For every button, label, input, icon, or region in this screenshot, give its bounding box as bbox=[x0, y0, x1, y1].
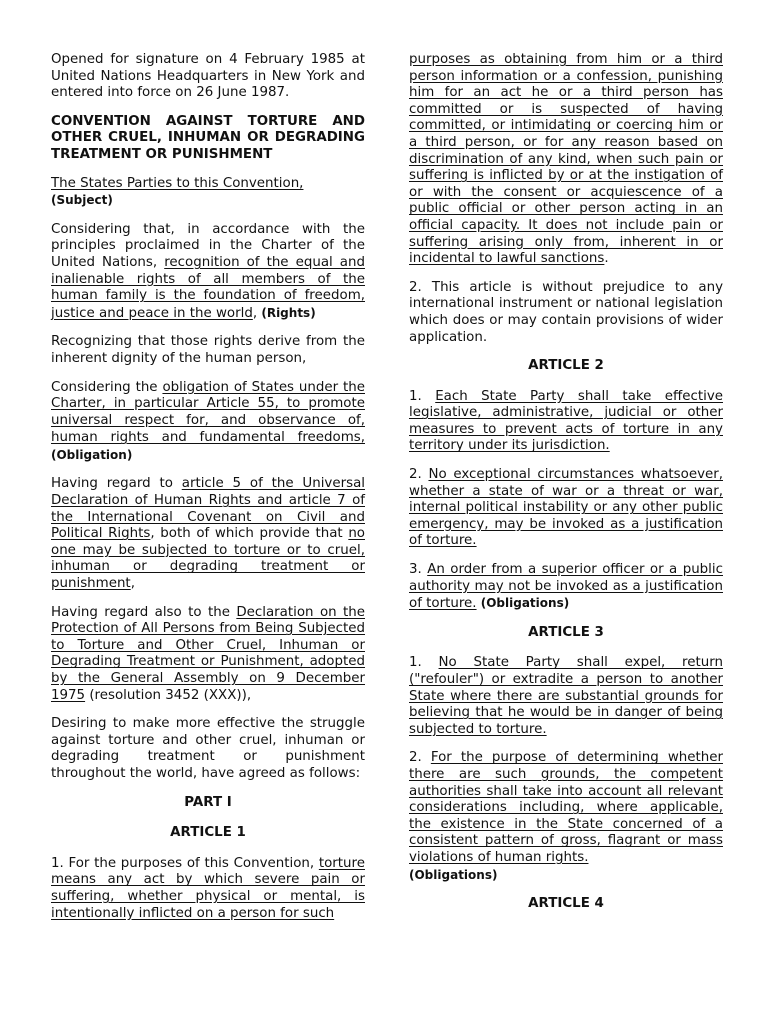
article-3-obligations-tag: (Obligations) bbox=[409, 867, 498, 882]
article-2-p1-text: Each State Party shall take effective legislative, administrative, judicial or other measures to prevent acts of torture in any territory under its jurisdiction. bbox=[409, 388, 723, 454]
article-1-heading: ARTICLE 1 bbox=[170, 825, 246, 841]
article-2-p3-text: An order from a superior officer or a public authority may not be invoked as a justification of torture. bbox=[409, 562, 723, 612]
article-3-p1-number: 1. bbox=[409, 655, 439, 671]
article-1-paragraph-2: 2. This article is without prejudice to any international instrument or national legislation which does or may contain provisions of wider application. bbox=[409, 279, 723, 345]
article-4-heading: ARTICLE 4 bbox=[528, 896, 604, 912]
article-2-p2-text: No exceptional circumstances whatsoever, whether a state of war or a threat or war, internal political instability or any other public emergency, may be invoked as a justification of torture. bbox=[409, 467, 723, 549]
regard-declaration-lead: Having regard also to the bbox=[51, 604, 237, 620]
article-3-tag-line bbox=[409, 867, 723, 885]
obligation-tag: (Obligation) bbox=[51, 447, 133, 462]
considering-obligation-paragraph bbox=[51, 380, 365, 465]
regard-declaration-paragraph bbox=[51, 605, 365, 705]
recognizing-paragraph: Recognizing that those rights derive from the inherent dignity of the human person, bbox=[51, 334, 365, 366]
article-2-paragraph-3 bbox=[409, 562, 723, 613]
article-2-paragraph-1 bbox=[409, 389, 723, 455]
article-2-p2-number: 2. bbox=[409, 467, 429, 483]
right-column bbox=[409, 52, 723, 927]
article-2-p3-number: 3. bbox=[409, 562, 428, 578]
article-3-paragraph-1 bbox=[409, 655, 723, 738]
article-2-heading: ARTICLE 2 bbox=[528, 358, 604, 374]
article-1-paragraph-1 bbox=[51, 856, 365, 922]
article-3-p1-text: No State Party shall expel, return ("refouler") or extradite a person to another State where there are substantial grounds for believing that he would be in danger of being subjected to torture. bbox=[409, 655, 723, 737]
states-parties-text: The States Parties to this Convention, bbox=[51, 175, 304, 191]
left-column bbox=[51, 52, 365, 934]
rights-tag: (Rights) bbox=[261, 305, 316, 320]
article-1-definition-start: torture means any act by which severe pain or suffering, whether physical or mental, is intentionally inflicted on a person for such bbox=[51, 855, 365, 921]
article-3-p2-number: 2. bbox=[409, 750, 431, 766]
convention-title: CONVENTION AGAINST TORTURE AND OTHER CRUEL, INHUMAN OR DEGRADING TREATMENT OR PUNISHMENT bbox=[51, 113, 365, 162]
considering-rights-lead: Considering that, in accordance with the principles proclaimed in the Charter of the United Nations, bbox=[51, 221, 365, 270]
obligations-tag: (Obligations) bbox=[476, 596, 570, 611]
regard-udhr-lead: Having regard to bbox=[51, 476, 182, 492]
considering-obligation-lead: Considering the bbox=[51, 379, 163, 395]
regard-udhr-end: , bbox=[130, 576, 135, 592]
article-2-p1-number: 1. bbox=[409, 388, 436, 404]
article-1-definition-underlined: purposes as obtaining from him or a third person information or a confession, punishing him for an act he or a third person has committed or is suspected of having committed, or intimidating or coercing him or a third person, or for any reason based on discrimination of any kind, when such pain or suffering is inflicted by or at the instigation of or with the consent or acquiescence of a public official or other person acting in an official capacity. It does not include pain or suffering arising only from, inherent in or incidental to lawful sanctions bbox=[409, 52, 723, 267]
considering-obligation-underlined: obligation of States under the Charter, in particular Article 55, to promote universal respect for, and observance of, human rights and fundamental freedoms, bbox=[51, 379, 365, 446]
regard-udhr-underlined-2: no one may be subjected to torture or to cruel, inhuman or degrading treatment or punishment bbox=[51, 526, 365, 592]
states-parties-paragraph bbox=[51, 176, 365, 193]
article-1-definition-continued bbox=[409, 52, 723, 268]
regard-udhr-middle: , both of which provide that bbox=[150, 526, 349, 542]
article-3-p2-text: For the purpose of determining whether there are such grounds, the competent authorities shall take into account all relevant considerations including, where applicable, the existence in the State concerned of a consistent pattern of gross, flagrant or mass violations of human rights. bbox=[409, 750, 723, 865]
article-1-definition-end: . bbox=[604, 251, 609, 267]
article-1-lead: 1. For the purposes of this Convention, bbox=[51, 855, 319, 871]
subject-tag: (Subject) bbox=[51, 193, 113, 208]
subject-tag-line bbox=[51, 192, 365, 210]
article-3-heading: ARTICLE 3 bbox=[528, 624, 604, 640]
regard-declaration-underlined: Declaration on the Protection of All Persons from Being Subjected to Torture and Other Cruel, Inhuman or Degrading Treatment or Punishment, adopted by the General Assembly on 9 December 1975 bbox=[51, 604, 365, 703]
regard-udhr-paragraph bbox=[51, 476, 365, 592]
considering-rights-paragraph bbox=[51, 222, 365, 323]
regard-udhr-underlined: article 5 of the Universal Declaration of Human Rights and article 7 of the International Covenant on Civil and Political Rights bbox=[51, 476, 365, 542]
considering-rights-underlined: recognition of the equal and inalienable rights of all members of the human family is the foundation of freedom, justice and peace in the world bbox=[51, 254, 365, 321]
part-heading: PART I bbox=[184, 794, 232, 810]
article-2-paragraph-2 bbox=[409, 467, 723, 550]
considering-rights-comma: , bbox=[252, 305, 262, 321]
article-3-paragraph-2 bbox=[409, 750, 723, 866]
intro-paragraph: Opened for signature on 4 February 1985 at United Nations Headquarters in New York and entered into force on 26 June 1987. bbox=[51, 52, 365, 101]
desiring-paragraph: Desiring to make more effective the struggle against torture and other cruel, inhuman or degrading treatment or punishment throughout the world, have agreed as follows: bbox=[51, 716, 365, 781]
regard-declaration-end: (resolution 3452 (XXX)), bbox=[85, 687, 252, 703]
